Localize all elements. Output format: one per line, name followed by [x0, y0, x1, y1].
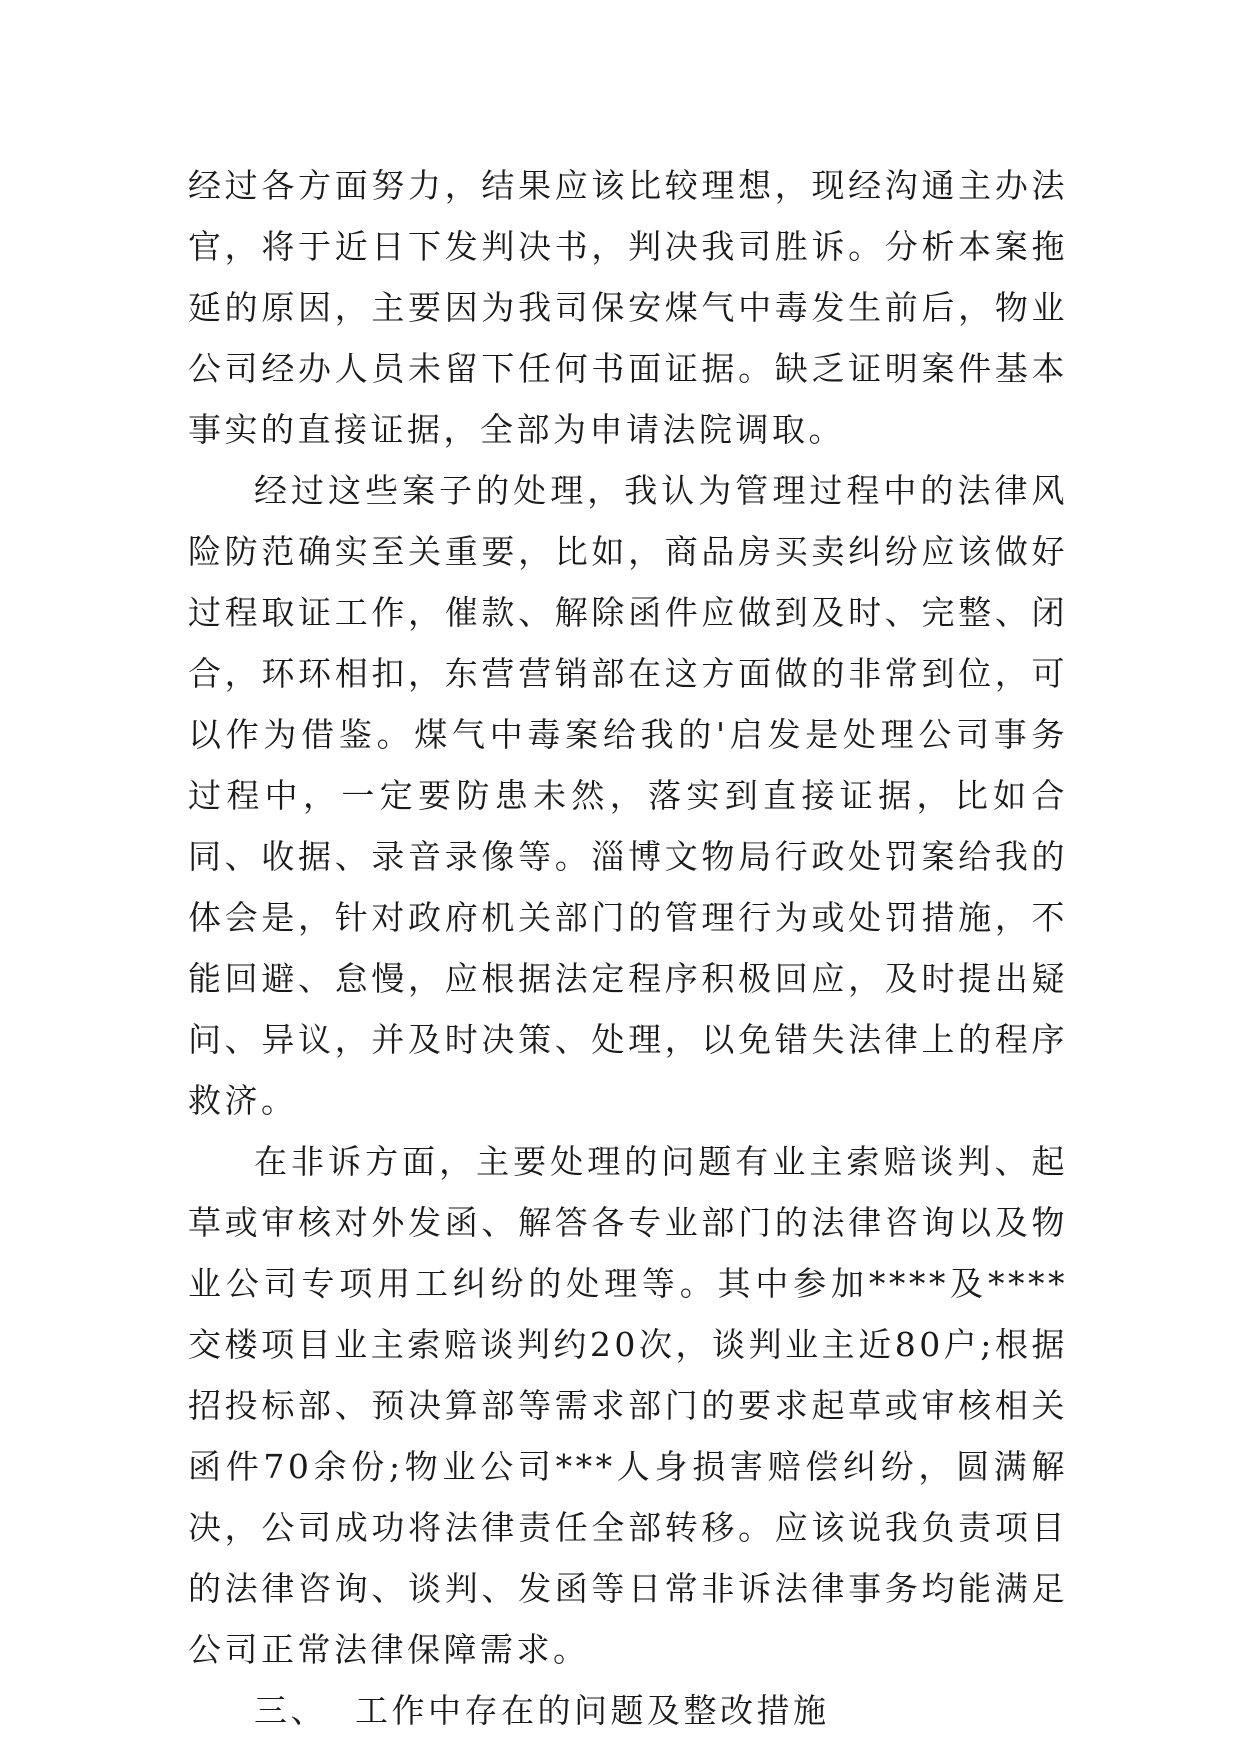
section-heading: 三、 工作中存在的问题及整改措施: [254, 1691, 830, 1730]
document-body: [188, 155, 1068, 1741]
paragraph-1: 经过各方面努力，结果应该比较理想，现经沟通主办法官，将于近日下发判决书，判决我司胜诉。分析本案拖延的原因，主要因为我司保安煤气中毒发生前后，物业公司经办人员未留下任何书面证据。缺乏证明案件基本事实的直接证据，全部为申请法院调取。: [188, 166, 1068, 449]
paragraph-3: 在非诉方面，主要处理的问题有业主索赔谈判、起草或审核对外发函、解答各专业部门的法律咨询以及物业公司专项用工纠纷的处理等。其中参加****及****交楼项目业主索赔谈判约20次，谈判业主近80户;根据招投标部、预决算部等需求部门的要求起草或审核相关函件70余份;物业公司***人身损害赔偿纠纷，圆满解决，公司成功将法律责任全部转移。应该说我负责项目的法律咨询、谈判、发函等日常非诉法律事务均能满足公司正常法律保障需求。: [188, 1142, 1068, 1669]
paragraph-2: 经过这些案子的处理，我认为管理过程中的法律风险防范确实至关重要，比如，商品房买卖纠纷应该做好过程取证工作，催款、解除函件应做到及时、完整、闭合，环环相扣，东营营销部在这方面做的非常到位，可以作为借鉴。煤气中毒案给我的'启发是处理公司事务过程中，一定要防患未然，落实到直接证据，比如合同、收据、录音录像等。淄博文物局行政处罚案给我的体会是，针对政府机关部门的管理行为或处罚措施，不能回避、怠慢，应根据法定程序积极回应，及时提出疑问、异议，并及时决策、处理，以免错失法律上的程序救济。: [188, 471, 1068, 1120]
